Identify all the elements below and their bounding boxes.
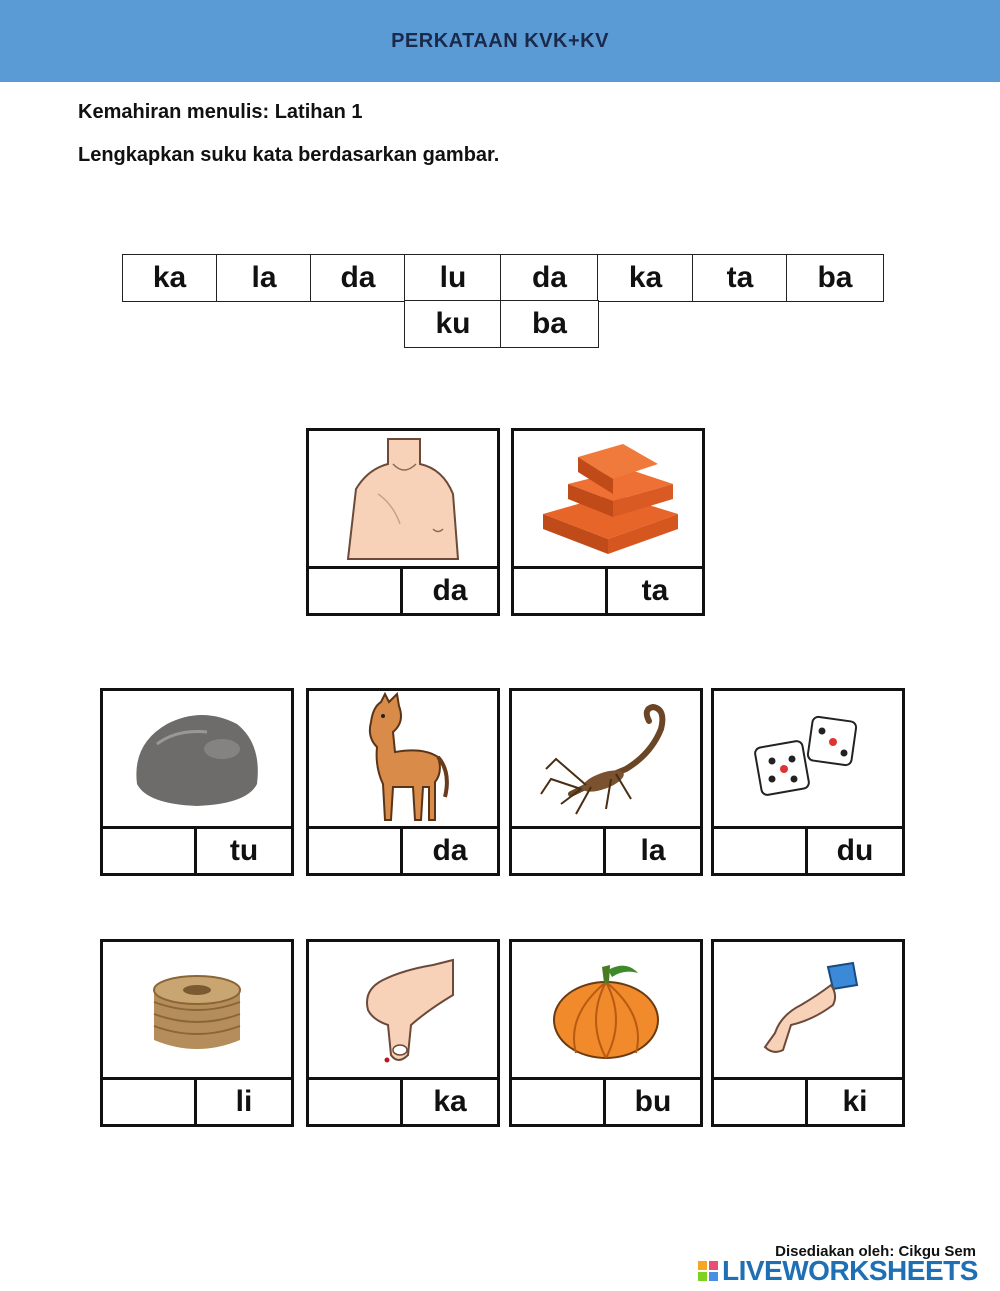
page-header bbox=[0, 0, 1000, 82]
given-syllable: li bbox=[235, 1085, 253, 1118]
finger-icon bbox=[343, 950, 463, 1070]
answer-input[interactable] bbox=[309, 569, 403, 613]
liveworksheets-brand bbox=[698, 1256, 978, 1286]
given-syllable: la bbox=[640, 834, 666, 867]
instruction-task: Lengkapkan suku kata berdasarkan gambar. bbox=[78, 144, 500, 166]
given-syllable: tu bbox=[229, 834, 259, 867]
horse-picture bbox=[309, 691, 497, 829]
picture-card bbox=[306, 688, 500, 876]
bank-syllable: ka bbox=[597, 254, 694, 302]
finger-picture bbox=[309, 942, 497, 1080]
page-title: PERKATAAN KVK+KV bbox=[391, 29, 609, 52]
picture-card bbox=[711, 688, 905, 876]
rock-picture bbox=[103, 691, 291, 829]
dice-icon bbox=[748, 709, 868, 809]
bank-syllable: da bbox=[310, 254, 406, 302]
rock-icon bbox=[127, 704, 267, 814]
given-syllable: da bbox=[432, 834, 468, 867]
answer-input[interactable] bbox=[309, 1080, 403, 1124]
given-syllable: ki bbox=[842, 1085, 868, 1118]
bricks-icon bbox=[528, 439, 688, 559]
answer-input[interactable] bbox=[103, 1080, 197, 1124]
horse-icon bbox=[353, 692, 453, 826]
bank-syllable: ba bbox=[786, 254, 884, 302]
knee-picture bbox=[714, 942, 902, 1080]
dice-picture bbox=[714, 691, 902, 829]
answer-input[interactable] bbox=[714, 829, 808, 873]
given-syllable: da bbox=[432, 574, 468, 607]
pumpkin-icon bbox=[546, 955, 666, 1065]
rope-picture bbox=[103, 942, 291, 1080]
given-syllable: ka bbox=[433, 1085, 467, 1118]
liveworksheets-logo-icon bbox=[698, 1261, 718, 1281]
bricks-picture bbox=[514, 431, 702, 569]
given-syllable: du bbox=[836, 834, 874, 867]
picture-card bbox=[711, 939, 905, 1127]
bank-syllable: lu bbox=[404, 254, 502, 302]
given-syllable: ta bbox=[641, 574, 669, 607]
answer-input[interactable] bbox=[103, 829, 197, 873]
given-syllable: bu bbox=[634, 1085, 672, 1118]
author-credit: Disediakan oleh: Cikgu Sem bbox=[775, 1243, 976, 1260]
shoulder-picture bbox=[309, 431, 497, 569]
answer-input[interactable] bbox=[309, 829, 403, 873]
answer-input[interactable] bbox=[512, 829, 606, 873]
bank-syllable: da bbox=[500, 254, 599, 302]
picture-card bbox=[509, 688, 703, 876]
bank-syllable: ta bbox=[692, 254, 788, 302]
picture-card bbox=[509, 939, 703, 1127]
answer-input[interactable] bbox=[714, 1080, 808, 1124]
bank-syllable: la bbox=[216, 254, 312, 302]
answer-input[interactable] bbox=[512, 1080, 606, 1124]
instruction-skill: Kemahiran menulis: Latihan 1 bbox=[78, 101, 363, 123]
picture-card bbox=[306, 428, 500, 616]
scorpion-icon bbox=[531, 699, 681, 819]
rope-icon bbox=[142, 960, 252, 1060]
knee-icon bbox=[753, 955, 863, 1065]
picture-card bbox=[100, 939, 294, 1127]
pumpkin-picture bbox=[512, 942, 700, 1080]
picture-card bbox=[306, 939, 500, 1127]
shoulder-icon bbox=[338, 434, 468, 564]
picture-card bbox=[100, 688, 294, 876]
bank-syllable: ka bbox=[122, 254, 217, 302]
brand-name: LIVEWORKSHEETS bbox=[722, 1255, 978, 1286]
bank-syllable: ba bbox=[500, 300, 599, 348]
picture-card bbox=[511, 428, 705, 616]
bank-syllable: ku bbox=[404, 300, 502, 348]
scorpion-picture bbox=[512, 691, 700, 829]
answer-input[interactable] bbox=[514, 569, 608, 613]
